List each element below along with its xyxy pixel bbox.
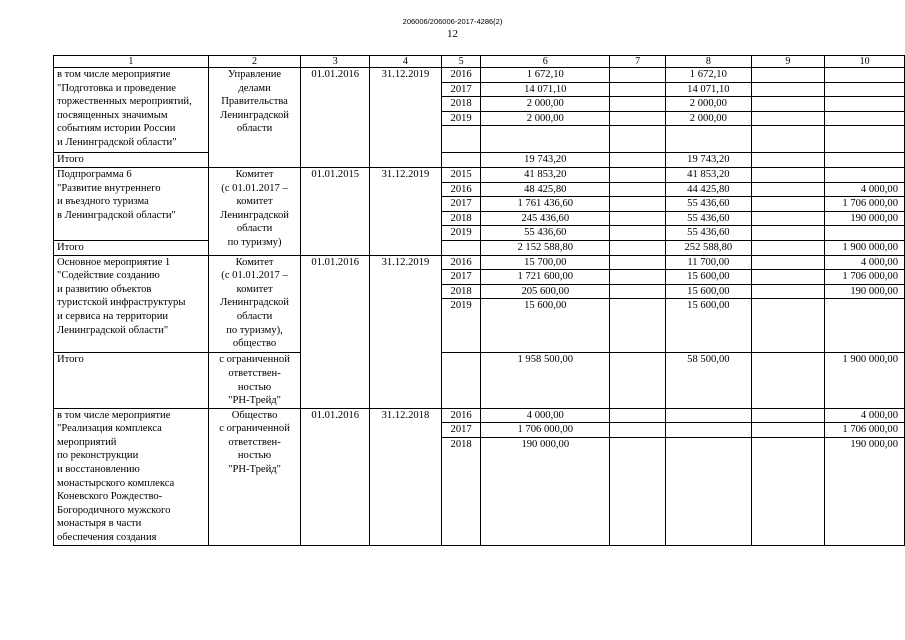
- year-cell: 2016: [441, 68, 481, 83]
- col8-cell: 55 436,60: [666, 226, 751, 241]
- col10-cell: [825, 82, 905, 97]
- col8-cell: 19 743,20: [666, 153, 751, 168]
- total-cell: 48 425,80: [481, 182, 610, 197]
- total-cell: 2 000,00: [481, 111, 610, 126]
- col10-cell: 4 000,00: [825, 408, 905, 423]
- end-date: 31.12.2019: [370, 255, 442, 408]
- col8-cell: [666, 126, 751, 153]
- col7-cell: [610, 437, 666, 545]
- col7-cell: [610, 211, 666, 226]
- col8-cell: 55 436,60: [666, 197, 751, 212]
- col7-cell: [610, 111, 666, 126]
- year-cell: [441, 353, 481, 408]
- column-header: 4: [370, 56, 442, 68]
- column-header: 8: [666, 56, 751, 68]
- column-header: 2: [208, 56, 301, 68]
- col10-cell: [825, 153, 905, 168]
- col7-cell: [610, 182, 666, 197]
- executor: Управление делами Правительства Ленинградской области: [208, 68, 301, 168]
- col8-cell: 41 853,20: [666, 167, 751, 182]
- total-cell: 1 761 436,60: [481, 197, 610, 212]
- year-cell: 2016: [441, 408, 481, 423]
- col10-cell: 190 000,00: [825, 437, 905, 545]
- year-cell: 2017: [441, 270, 481, 285]
- page-number: 12: [447, 28, 458, 40]
- table-row: [54, 167, 905, 182]
- itogo-label: Итого: [54, 353, 209, 408]
- col9-cell: [751, 284, 825, 299]
- col7-cell: [610, 353, 666, 408]
- end-date: 31.12.2019: [370, 167, 442, 255]
- activity-name: Подпрограмма 6 "Развитие внутреннего и въездного туризма в Ленинградской области": [54, 167, 209, 240]
- total-cell: 19 743,20: [481, 153, 610, 168]
- col9-cell: [751, 226, 825, 241]
- year-cell: 2017: [441, 82, 481, 97]
- year-cell: 2015: [441, 167, 481, 182]
- executor: Комитет (с 01.01.2017 – комитет Ленинградской области по туризму), общество: [208, 255, 301, 353]
- col7-cell: [610, 226, 666, 241]
- col9-cell: [751, 126, 825, 153]
- year-cell: 2019: [441, 111, 481, 126]
- column-header: 10: [825, 56, 905, 68]
- col10-cell: 1 900 000,00: [825, 240, 905, 255]
- col10-cell: [825, 111, 905, 126]
- col8-cell: 58 500,00: [666, 353, 751, 408]
- col8-cell: 15 600,00: [666, 299, 751, 353]
- col10-cell: [825, 299, 905, 353]
- col9-cell: [751, 82, 825, 97]
- col9-cell: [751, 299, 825, 353]
- year-cell: 2018: [441, 284, 481, 299]
- year-cell: 2019: [441, 299, 481, 353]
- year-cell: 2019: [441, 226, 481, 241]
- total-cell: 4 000,00: [481, 408, 610, 423]
- col10-cell: [825, 167, 905, 182]
- col10-cell: [825, 126, 905, 153]
- col9-cell: [751, 408, 825, 423]
- start-date: 01.01.2016: [301, 408, 370, 545]
- total-cell: 14 071,10: [481, 82, 610, 97]
- col8-cell: 15 600,00: [666, 270, 751, 285]
- col8-cell: 11 700,00: [666, 255, 751, 270]
- col9-cell: [751, 97, 825, 112]
- col7-cell: [610, 284, 666, 299]
- activity-name: Основное мероприятие 1 "Содействие созданию и развитию объектов туристской инфраструктуры и сервиса на территории Ленинградской области": [54, 255, 209, 353]
- total-cell: 190 000,00: [481, 437, 610, 545]
- col10-cell: 1 900 000,00: [825, 353, 905, 408]
- start-date: 01.01.2016: [301, 68, 370, 168]
- executor: с ограниченной ответствен- ностью "РН-Трейд": [208, 353, 301, 408]
- col7-cell: [610, 270, 666, 285]
- column-header: 9: [751, 56, 825, 68]
- col9-cell: [751, 182, 825, 197]
- column-header: 3: [301, 56, 370, 68]
- col10-cell: 1 706 000,00: [825, 423, 905, 438]
- total-cell: 15 700,00: [481, 255, 610, 270]
- end-date: 31.12.2019: [370, 68, 442, 168]
- total-cell: 1 721 600,00: [481, 270, 610, 285]
- col7-cell: [610, 423, 666, 438]
- col10-cell: [825, 97, 905, 112]
- end-date: 31.12.2018: [370, 408, 442, 545]
- executor: Общество с ограниченной ответствен- ностью "РН-Трейд": [208, 408, 301, 545]
- col9-cell: [751, 270, 825, 285]
- total-cell: 245 436,60: [481, 211, 610, 226]
- executor: Комитет (с 01.01.2017 – комитет Ленинградской области по туризму): [208, 167, 301, 255]
- total-cell: 1 672,10: [481, 68, 610, 83]
- table-row: [54, 255, 905, 270]
- column-header: 7: [610, 56, 666, 68]
- col7-cell: [610, 153, 666, 168]
- col9-cell: [751, 255, 825, 270]
- year-cell: [441, 126, 481, 153]
- total-cell: 205 600,00: [481, 284, 610, 299]
- col10-cell: 190 000,00: [825, 284, 905, 299]
- year-cell: 2017: [441, 423, 481, 438]
- total-cell: [481, 126, 610, 153]
- col8-cell: 2 000,00: [666, 97, 751, 112]
- col7-cell: [610, 299, 666, 353]
- total-cell: 55 436,60: [481, 226, 610, 241]
- col9-cell: [751, 167, 825, 182]
- col8-cell: 1 672,10: [666, 68, 751, 83]
- col7-cell: [610, 255, 666, 270]
- total-cell: 1 958 500,00: [481, 353, 610, 408]
- itogo-row: [54, 153, 905, 168]
- total-cell: 2 000,00: [481, 97, 610, 112]
- total-cell: 1 706 000,00: [481, 423, 610, 438]
- col7-cell: [610, 82, 666, 97]
- itogo-row: [54, 353, 905, 408]
- total-cell: 2 152 588,80: [481, 240, 610, 255]
- col7-cell: [610, 126, 666, 153]
- col7-cell: [610, 68, 666, 83]
- start-date: 01.01.2016: [301, 255, 370, 408]
- col9-cell: [751, 353, 825, 408]
- column-header: 6: [481, 56, 610, 68]
- col10-cell: 190 000,00: [825, 211, 905, 226]
- start-date: 01.01.2015: [301, 167, 370, 255]
- col9-cell: [751, 68, 825, 83]
- table-row: [54, 408, 905, 423]
- col8-cell: [666, 408, 751, 423]
- col8-cell: [666, 423, 751, 438]
- col9-cell: [751, 197, 825, 212]
- col10-cell: 4 000,00: [825, 182, 905, 197]
- year-cell: 2016: [441, 255, 481, 270]
- col9-cell: [751, 437, 825, 545]
- col10-cell: 4 000,00: [825, 255, 905, 270]
- year-cell: 2017: [441, 197, 481, 212]
- itogo-label: Итого: [54, 240, 209, 255]
- table-row: [54, 68, 905, 83]
- col8-cell: 15 600,00: [666, 284, 751, 299]
- col9-cell: [751, 153, 825, 168]
- col10-cell: [825, 68, 905, 83]
- col7-cell: [610, 240, 666, 255]
- col8-cell: 252 588,80: [666, 240, 751, 255]
- col8-cell: 2 000,00: [666, 111, 751, 126]
- year-cell: [441, 153, 481, 168]
- col8-cell: [666, 437, 751, 545]
- col7-cell: [610, 167, 666, 182]
- col9-cell: [751, 423, 825, 438]
- column-header: 1: [54, 56, 209, 68]
- column-number-row: [54, 56, 905, 68]
- col10-cell: 1 706 000,00: [825, 270, 905, 285]
- col9-cell: [751, 111, 825, 126]
- col8-cell: 44 425,80: [666, 182, 751, 197]
- col9-cell: [751, 211, 825, 226]
- document-id: 206006/206006-2017-4286(2): [402, 17, 503, 26]
- year-cell: 2018: [441, 211, 481, 226]
- column-header: 5: [441, 56, 481, 68]
- activity-name: в том числе мероприятие "Реализация комплекса мероприятий по реконструкции и восстановлению монастырского комплекса Коневского Рождество- Богородичного мужского монастыря в части обеспечения создания: [54, 408, 209, 545]
- col7-cell: [610, 408, 666, 423]
- col7-cell: [610, 197, 666, 212]
- col7-cell: [610, 97, 666, 112]
- col9-cell: [751, 240, 825, 255]
- total-cell: 15 600,00: [481, 299, 610, 353]
- col8-cell: 14 071,10: [666, 82, 751, 97]
- year-cell: 2018: [441, 437, 481, 545]
- activity-name: в том числе мероприятие "Подготовка и проведение торжественных мероприятий, посвященных значимым событиям истории России и Ленинградской области": [54, 68, 209, 153]
- col10-cell: 1 706 000,00: [825, 197, 905, 212]
- year-cell: 2016: [441, 182, 481, 197]
- year-cell: 2018: [441, 97, 481, 112]
- total-cell: 41 853,20: [481, 167, 610, 182]
- budget-table: [53, 55, 905, 546]
- col10-cell: [825, 226, 905, 241]
- itogo-row: [54, 240, 905, 255]
- itogo-label: Итого: [54, 153, 209, 168]
- col8-cell: 55 436,60: [666, 211, 751, 226]
- year-cell: [441, 240, 481, 255]
